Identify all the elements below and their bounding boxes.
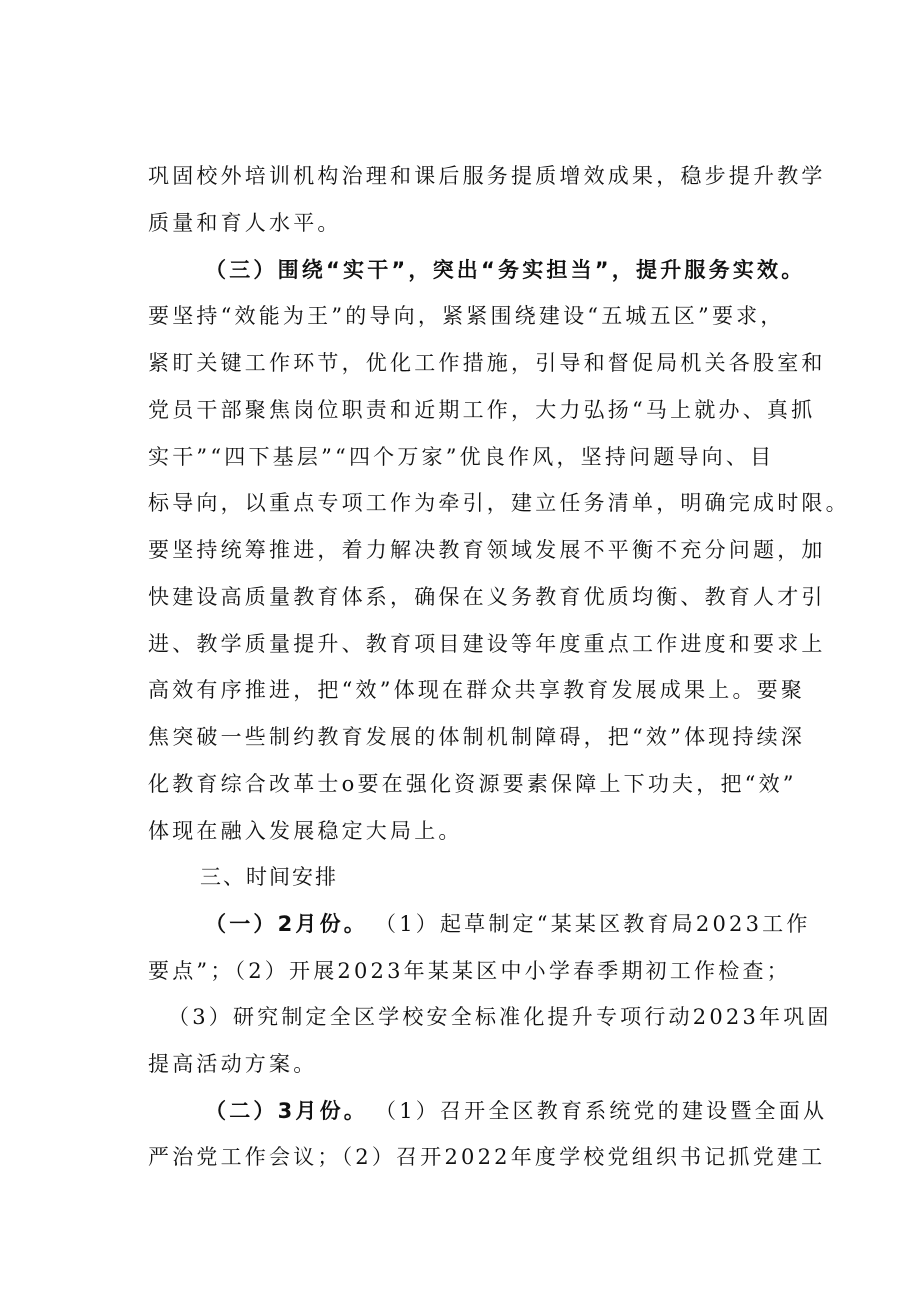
paragraph-line-feb-3: （3）研究制定全区学校安全标准化提升专项行动2023年巩固 xyxy=(168,1005,832,1029)
paragraph-line-15: 体现在融入发展稳定大局上。 xyxy=(148,819,463,843)
paragraph-line-mar-2: 严治党工作会议；（2）召开2022年度学校党组织书记抓党建工 xyxy=(148,1145,826,1169)
paragraph-line-9: 要坚持统筹推进，着力解决教育领域发展不平衡不充分问题，加 xyxy=(148,538,826,562)
paragraph-line-7: 实干”“四下基层”“四个万家”优良作风，坚持问题导向、目 xyxy=(148,445,775,469)
paragraph-line-1: 巩固校外培训机构治理和课后服务提质增效成果，稳步提升教学 xyxy=(148,164,826,188)
section-heading-3: （三）围绕“实干”，突出“务实担当”，提升服务实效。 xyxy=(205,258,806,282)
paragraph-line-13: 焦突破一些制约教育发展的体制机制障碍，把“效”体现持续深 xyxy=(148,725,806,749)
paragraph-line-mar-1: （1）召开全区教育系统党的建设暨全面从 xyxy=(375,1099,828,1123)
paragraph-line-feb-4: 提高活动方案。 xyxy=(148,1052,318,1076)
paragraph-line-5: 紧盯关键工作环节，优化工作措施，引导和督促局机关各股室和 xyxy=(148,351,826,375)
paragraph-line-14: 化教育综合改革士o要在强化资源要素保障上下功夫，把“效” xyxy=(148,772,797,796)
paragraph-line-4: 要坚持“效能为王”的导向，紧紧围绕建设“五城五区”要求， xyxy=(148,304,785,328)
paragraph-line-feb-2: 要点”；（2）开展2023年某某区中小学春季期初工作检查； xyxy=(148,959,791,983)
paragraph-line-11: 进、教学质量提升、教育项目建设等年度重点工作进度和要求上 xyxy=(148,632,826,656)
subsection-heading-feb: （一）2月份。 xyxy=(205,912,369,936)
paragraph-line-10: 快建设高质量教育体系，确保在义务教育优质均衡、教育人才引 xyxy=(148,585,826,609)
paragraph-line-12: 高效有序推进，把“效”体现在群众共享教育发展成果上。要聚 xyxy=(148,678,806,702)
paragraph-line-6: 党员干部聚焦岗位职责和近期工作，大力弘扬“马上就办、真抓 xyxy=(148,398,816,422)
paragraph-line-2: 质量和育人水平。 xyxy=(148,211,342,235)
section-title-time-schedule: 三、时间安排 xyxy=(200,865,338,889)
paragraph-line-8: 标导向，以重点专项工作为牵引，建立任务清单，明确完成时限。 xyxy=(148,491,850,515)
subsection-heading-mar: （二）3月份。 xyxy=(205,1099,369,1123)
paragraph-line-feb-1: （1）起草制定“某某区教育局2023工作 xyxy=(375,912,811,936)
